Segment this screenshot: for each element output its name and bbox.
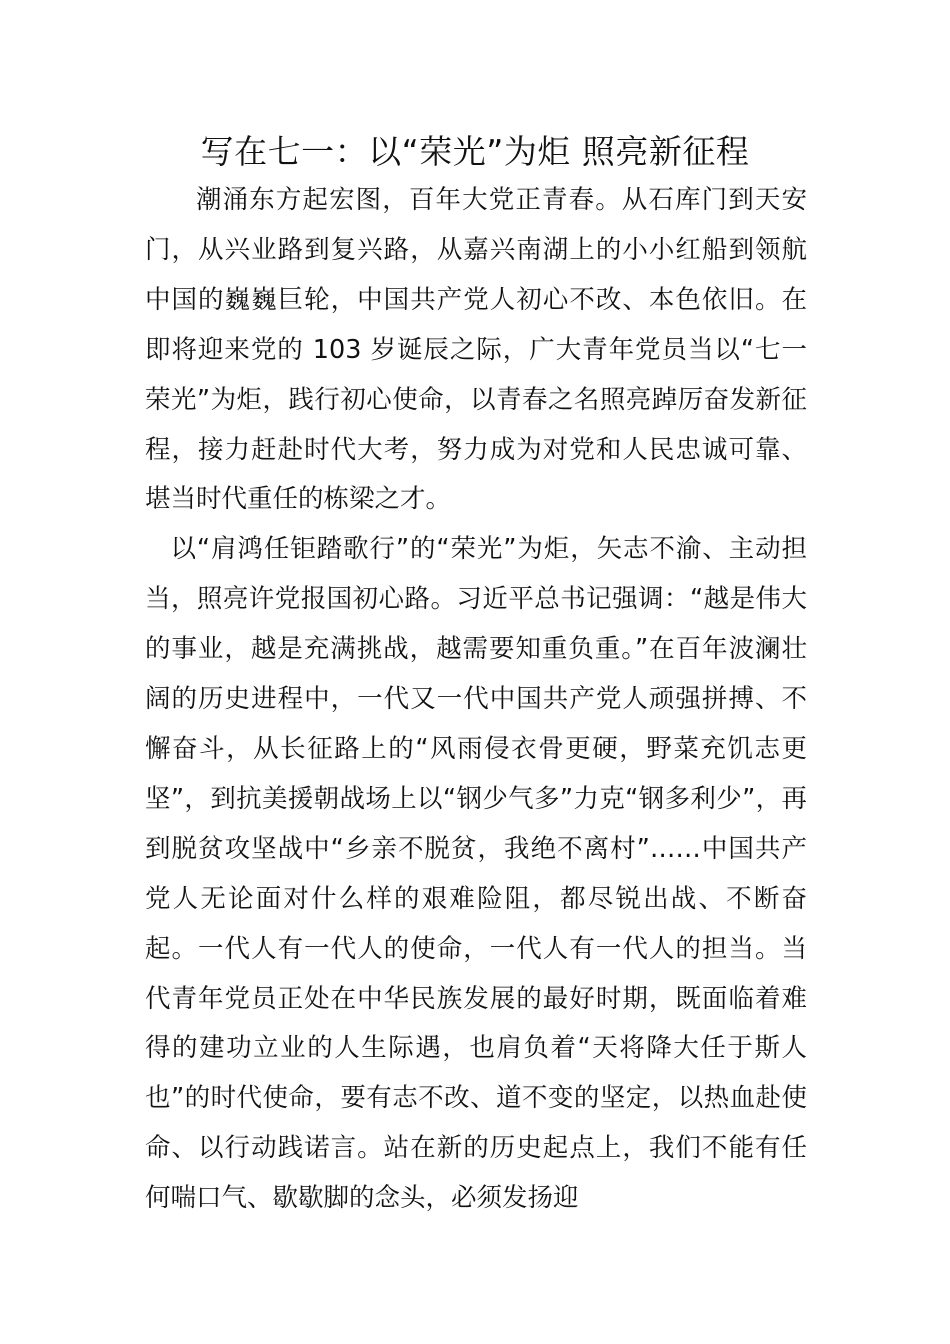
paragraph-torch-of-glory: 以“肩鸿任钜踏歌行”的“荣光”为炬，矢志不渝、主动担当，照亮许党报国初心路。习近平总书记强调：“越是伟大的事业，越是充满挑战，越需要知重负重。”在百年波澜壮阔的历史进程中，一代又一代中国共产党人顽强拼搏、不懈奋斗，从长征路上的“风雨侵衣骨更硬，野菜充饥志更坚”，到抗美援朝战场上以“钢少气多”力克“钢多利少”，再到脱贫攻坚战中“乡亲不脱贫，我绝不离村”……中国共产党人无论面对什么样的艰难险阻，都尽锐出战、不断奋起。一代人有一代人的使命，一代人有一代人的担当。当代青年党员正处在中华民族发展的最好时期，既面临着难得的建功立业的人生际遇，也肩负着“天将降大任于斯人也”的时代使命，要有志不改、道不变的坚定，以热血赴使命、以行动践诺言。站在新的历史起点上，我们不能有任何喘口气、歇歇脚的念头，必须发扬迎 xyxy=(145,534,807,1214)
paragraph-intro: 潮涌东方起宏图，百年大党正青春。从石库门到天安门，从兴业路到复兴路，从嘉兴南湖上的小小红船到领航中国的巍巍巨轮，中国共产党人初心不改、本色依旧。在即将迎来党的 103 岁诞辰之际，广大青年党员当以“七一荣光”为炬，践行初心使命，以青春之名照亮踔厉奋发新征程，接力赶赴时代大考，努力成为对党和人民忠诚可靠、堪当时代重任的栋梁之才。 xyxy=(145,185,807,515)
document-title: 写在七一：以“荣光”为炬 照亮新征程 xyxy=(200,132,750,171)
document-body xyxy=(145,176,807,1224)
